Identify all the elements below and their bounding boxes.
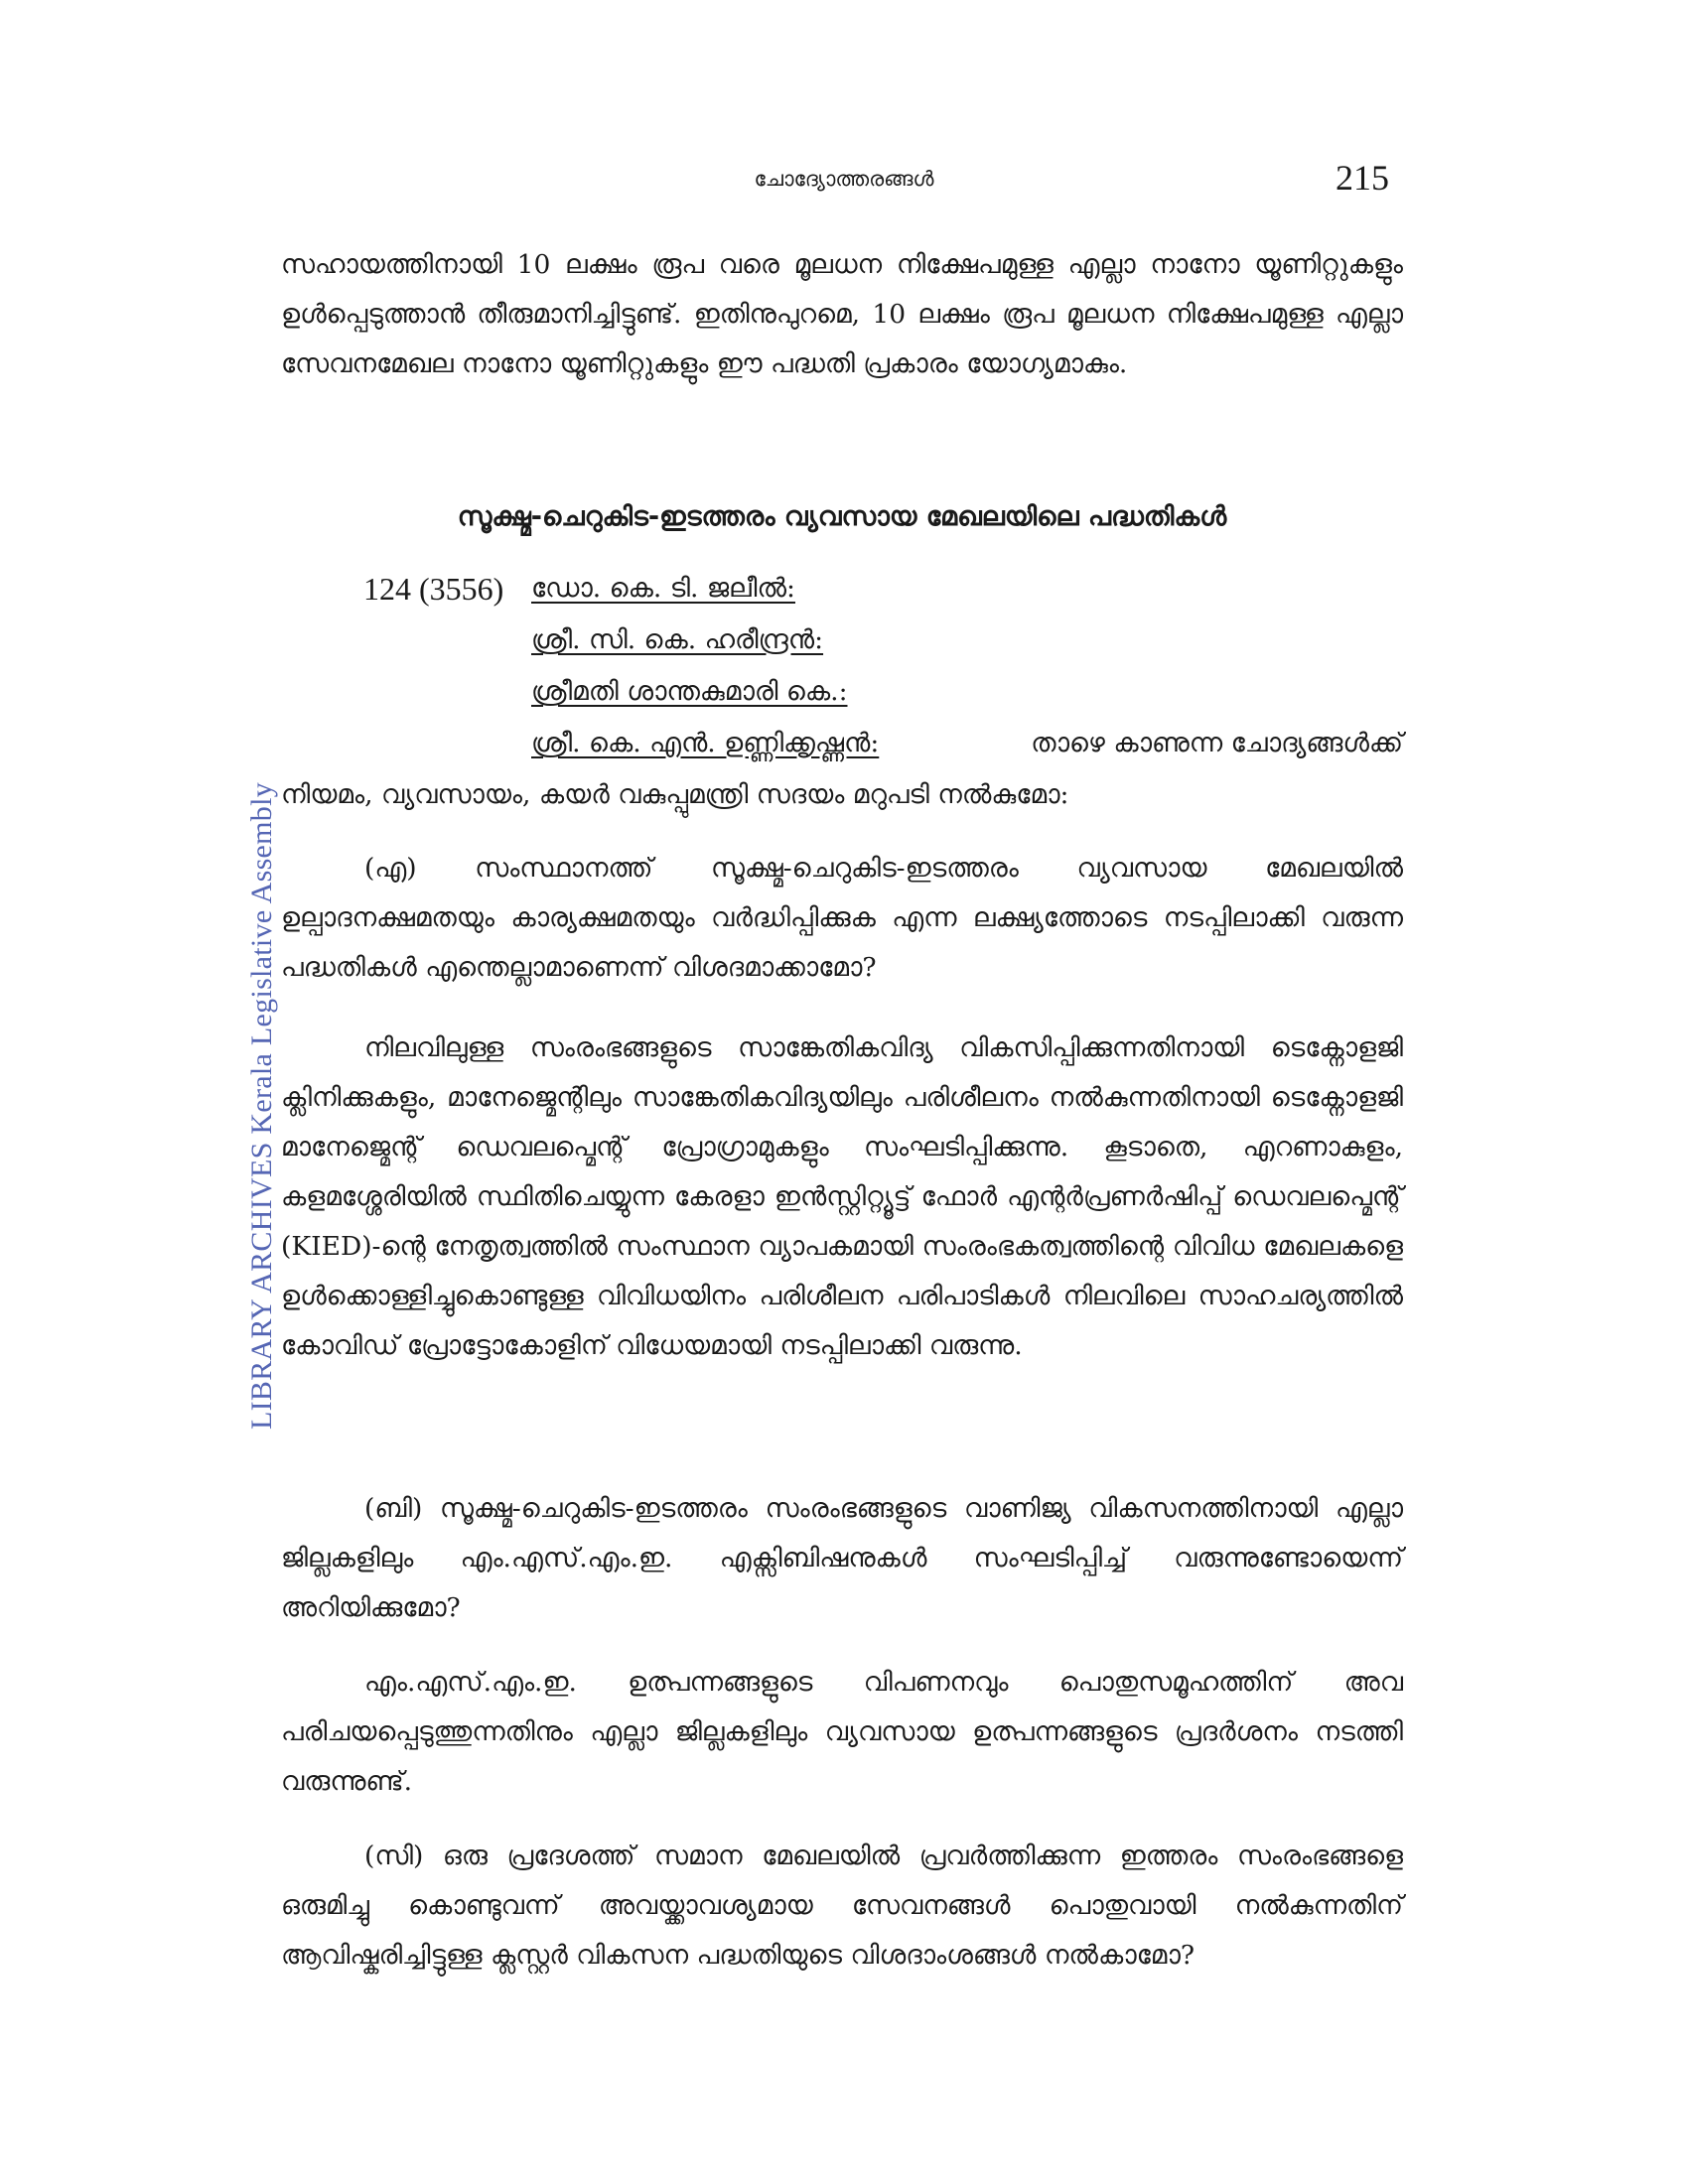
intro-paragraph: സഹായത്തിനായി 10 ലക്ഷം രൂപ വരെ മൂലധന നിക്ഷേപമുള്ള എല്ലാ നാനോ യൂണിറ്റുകളും ഉൾപ്പെടുത്താൻ തീരുമാനിച്ചിട്ടുണ്ട്. ഇതിനുപുറമെ, 10 ലക്ഷം രൂപ മൂലധന നിക്ഷേപമുള്ള എല്ലാ സേവനമേഖല നാനോ യൂണിറ്റുകളും ഈ പദ്ധതി പ്രകാരം യോഗ്യമാകും. <box>281 249 1403 379</box>
prompt-tail: താഴെ കാണുന്ന ചോദ്യങ്ങൾക്ക് <box>1031 728 1403 758</box>
member-name: ഡോ. കെ. ടി. ജലീൽ: <box>531 573 795 604</box>
question-number: 124 (3556) <box>363 571 504 607</box>
section-heading: സൂക്ഷ്മ-ചെറുകിട-ഇടത്തരം വ്യവസായ മേഖലയിലെ പദ്ധതികൾ <box>457 501 1227 532</box>
member-name: ശ്രീ. കെ. എൻ. ഉണ്ണിക്കൃഷ്ണൻ: <box>531 728 880 758</box>
page-number: 215 <box>1336 158 1389 198</box>
question-a: (എ) സംസ്ഥാനത്ത് സൂക്ഷ്മ-ചെറുകിട-ഇടത്തരം വ്യവസായ മേഖലയിൽ ഉല്പാദനക്ഷമതയും കാര്യക്ഷമതയും വർദ്ധിപ്പിക്കുക എന്ന ലക്ഷ്യത്തോടെ നടപ്പിലാക്കി വരുന്ന പദ്ധതികൾ എന്തെല്ലാമാണെന്ന് വിശദമാക്കാമോ? <box>281 853 1403 983</box>
watermark: LIBRARY ARCHIVES Kerala Legislative Assembly <box>245 781 278 1430</box>
question-prompt <box>531 719 1403 768</box>
answer-a: നിലവിലുള്ള സംരംഭങ്ങളുടെ സാങ്കേതികവിദ്യ വികസിപ്പിക്കുന്നതിനായി ടെക്നോളജി ക്ലിനിക്കുകളും, മാനേജ്മെന്റിലും സാങ്കേതികവിദ്യയിലും പരിശീലനം നൽകുന്നതിനായി ടെക്നോളജി മാനേജ്മെന്റ് ഡെവലപ്മെന്റ് പ്രോഗ്രാമുകളും സംഘടിപ്പിക്കുന്നു. കൂടാതെ, എറണാകുളം, കളമശ്ശേരിയിൽ സ്ഥിതിചെയ്യുന്ന കേരളാ ഇൻസ്റ്റിറ്റ്യൂട്ട് ഫോർ എന്റർപ്രണർഷിപ്പ് ഡെവലപ്മെന്റ് (KIED)-ന്റെ നേതൃത്വത്തിൽ സംസ്ഥാന വ്യാപകമായി സംരംഭകത്വത്തിന്റെ വിവിധ മേഖലകളെ ഉൾക്കൊള്ളിച്ചുകൊണ്ടുള്ള വിവിധയിനം പരിശീലന പരിപാടികൾ നിലവിലെ സാഹചര്യത്തിൽ കോവിഡ് പ്രോട്ടോകോളിന് വിധേയമായി നടപ്പിലാക്കി വരുന്നു. <box>281 1032 1403 1361</box>
prompt-line: നിയമം, വ്യവസായം, കയർ വകുപ്പുമന്ത്രി സദയം മറുപടി നൽകുമോ: <box>281 779 1069 810</box>
answer-b: എം.എസ്.എം.ഇ. ഉത്പന്നങ്ങളുടെ വിപണനവും പൊതുസമൂഹത്തിന് അവ പരിചയപ്പെടുത്തുന്നതിനും എല്ലാ ജില്ലകളിലും വ്യവസായ ഉത്പന്നങ്ങളുടെ പ്രദർശനം നടത്തി വരുന്നുണ്ട്. <box>281 1667 1403 1797</box>
member-name: ശ്രീമതി ശാന്തകുമാരി കെ.: <box>531 676 848 707</box>
member-name: ശ്രീ. സി. കെ. ഹരീന്ദ്രൻ: <box>531 624 824 655</box>
question-b: (ബി) സൂക്ഷ്മ-ചെറുകിട-ഇടത്തരം സംരംഭങ്ങളുടെ വാണിജ്യ വികസനത്തിനായി എല്ലാ ജില്ലകളിലും എം.എസ്.എം.ഇ. എക്സിബിഷനുകൾ സംഘടിപ്പിച്ച് വരുന്നുണ്ടോയെന്ന് അറിയിക്കുമോ? <box>281 1493 1403 1623</box>
running-header: ചോദ്യോത്തരങ്ങൾ <box>754 167 934 191</box>
question-c: (സി) ഒരു പ്രദേശത്ത് സമാന മേഖലയിൽ പ്രവർത്തിക്കുന്ന ഇത്തരം സംരംഭങ്ങളെ ഒരുമിച്ചു കൊണ്ടുവന്ന് അവയ്ക്കാവശ്യമായ സേവനങ്ങൾ പൊതുവായി നൽകുന്നതിന് ആവിഷ്കരിച്ചിട്ടുള്ള ക്ലസ്റ്റർ വികസന പദ്ധതിയുടെ വിശദാംശങ്ങൾ നൽകാമോ? <box>281 1841 1403 1971</box>
